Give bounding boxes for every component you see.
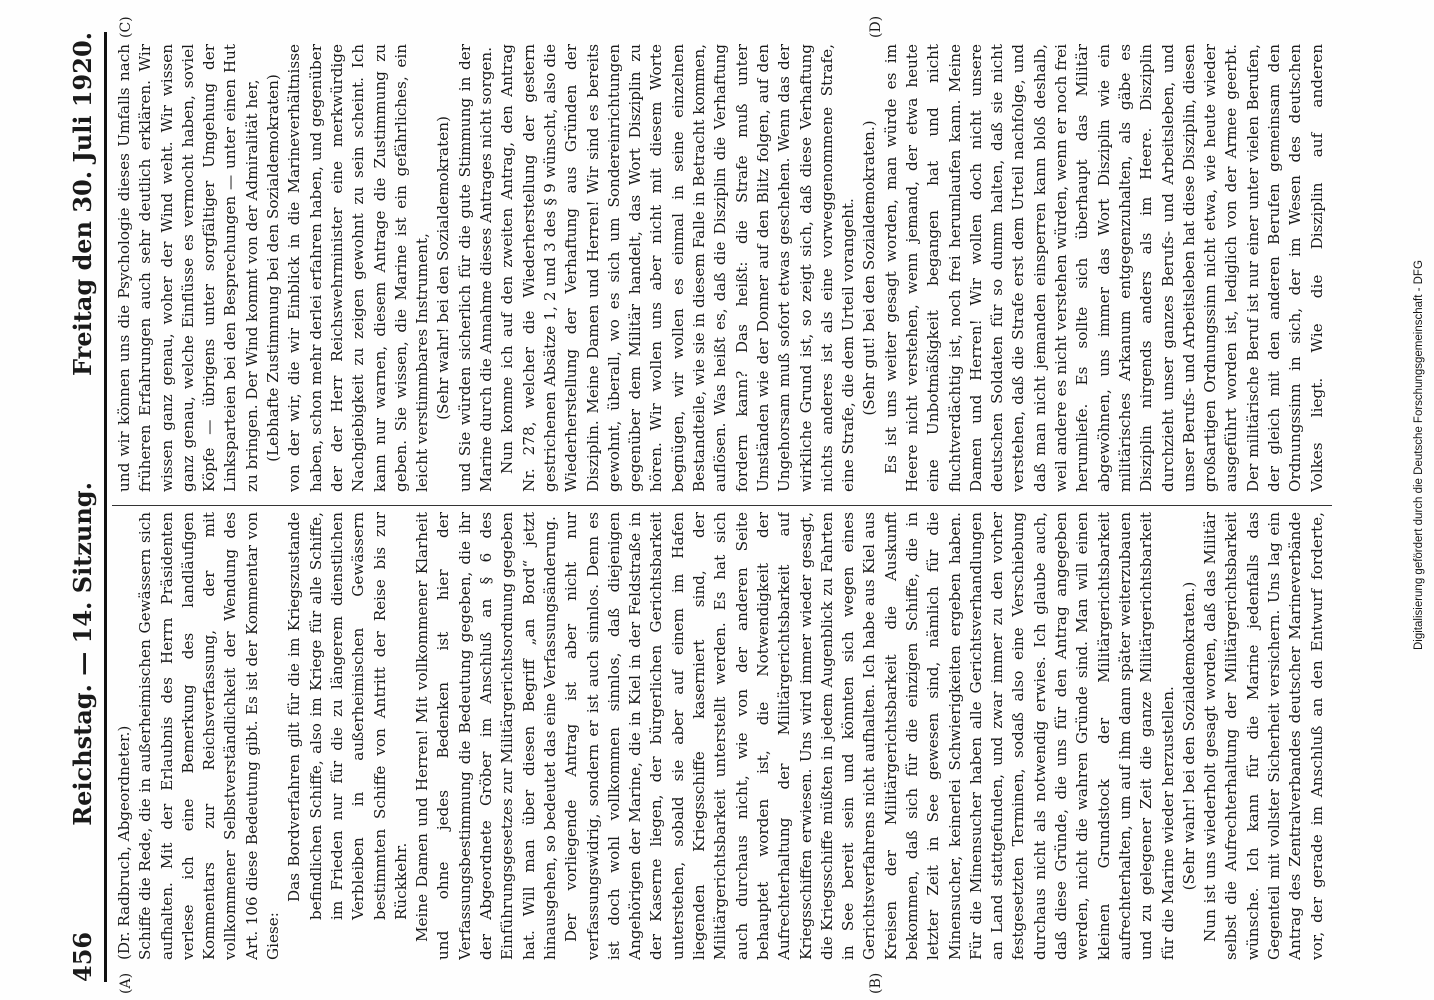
header-date: Freitag den 30. Juli 1920. bbox=[67, 32, 97, 376]
paragraph: Schiffe die Rede, die in außerheimischen Gewässern sich aufhalten. Mit der Erlaubnis des Herrn Präsidenten verlese ich eine Bemerkung des landläufigen Kommentars zur Reichsverfassung, der mit vollkommener Selbstverständlichkeit der Wendung des Art. 106 diese Bedeutung gibt. Es ist der Kommentar von Giese: bbox=[136, 512, 283, 960]
interjection: (Sehr gut! bei den Sozialdemokraten.) bbox=[860, 120, 879, 416]
margin-marker-b: (B) bbox=[868, 972, 884, 994]
page-number: 456 bbox=[67, 931, 97, 982]
interjection: (Sehr wahr! bei den Sozialdemokraten.) bbox=[1179, 581, 1198, 891]
paragraph: und wir können uns die Psychologie dieses Umfalls nach früheren Erfahrungen auch sehr deutlich erklären. Wir wissen ganz genau, woher der Wind weht. Wir wissen ganz genau, welche Einflüsse es vermocht haben, soviel Köpfe — übrigens unter sorgfältiger Umgehung der Linksparteien bei den Besprechungen — unter einen Hut zu bringen. Der Wind kommt von der Admiralität her, bbox=[115, 44, 261, 492]
header-left-title: Reichstag. — 14. Sitzung. bbox=[67, 482, 97, 826]
paragraph: und Sie würden sicherlich für die gute Stimmung in der Marine durch die Annahme dieses Antrages nicht sorgen. bbox=[455, 44, 496, 492]
rotated-newspaper-page bbox=[48, 10, 1388, 1000]
paragraph: Es ist uns weiter gesagt worden, man würde es im Heere nicht verstehen, wenn jemand, der etwa heute eine Unbotmäßigkeit begangen hat und nicht fluchtverdächtig ist, noch frei herumlaufen kann. Meine Damen und Herren! Wir wollen doch nicht unsere deutschen Soldaten für so dumm halten, daß sie nicht verstehen, daß die Strafe erst dem Urteil nachfolge, und daß man nicht jemanden einsperren kann bloß deshalb, weil andere es nicht verstehen würden, wenn er noch frei herumliefe. Es sollte sich überhaupt das Militär abgewöhnen, uns immer das Wort Disziplin wie ein militärisches Arkanum entgegenzuhalten, als gäbe es Disziplin nirgends anders als im Heere. Disziplin durchzieht unser ganzes Berufs- und Arbeitsleben, und unser Berufs- und Arbeitsleben hat diese Disziplin, diesen großartigen Ordnungssinn nicht etwa, wie heute wieder ausgeführt worden ist, lediglich von der Armee geerbt. Der militärische Beruf ist nur einer unter vielen Berufen, der gleich mit den anderen Berufen gemeinsam den Ordnungssinn in sich, der im Wesen des deutschen Volkes liegt. Wie die Disziplin auf anderen bbox=[881, 44, 1326, 492]
paragraph: von der wir, die wir Einblick in die Marineverhältnisse haben, schon mehr derlei erfahren haben, und gegenüber der der Herr Reichswehrminister eine merkwürdige Nachgiebigkeit zu zeigen gewohnt zu sein scheint. Ich kann nur warnen, diesem Antrage die Zustimmung zu geben. Sie wissen, die Marine ist ein gefährliches, ein leicht verstimmbares Instrument, bbox=[285, 44, 432, 492]
digitization-stamp-text: Digitalisierung gefördert durch die Deutsche Forschungsgemeinschaft - DFG bbox=[1413, 260, 1425, 650]
digitization-stamp bbox=[1408, 10, 1430, 650]
paragraph: Der vorliegende Antrag ist aber nicht nur verfassungswidrig, sondern er ist auch sinnlos. Denn es ist doch wohl vollkommen sinnlos, daß diejenigen Angehörigen der Marine, die in Kiel in der Feldstraße in der Kaserne liegen, der bürgerlichen Gerichtsbarkeit unterstehen, sobald sie aber auf einem im Hafen liegenden Kriegsschiffe kaserniert sind, der Militärgerichtsbarkeit unterstellt werden. Es hat sich auch durchaus nicht, wie von der anderen Seite behauptet worden ist, die Notwendigkeit der Aufrechterhaltung der Militärgerichtsbarkeit auf Kriegsschiffen erwiesen. Uns wird immer wieder gesagt, die Kriegsschiffe müßten in jedem Augenblick zu Fahrten in See bereit sein und könnten sich wegen eines Gerichtsverfahrens nicht aufhalten. Ich habe aus Kiel aus Kreisen der Militärgerichtsbarkeit die Auskunft bekommen, daß sich für die einzigen Schiffe, die in letzter Zeit in See gewesen sind, nämlich für die Minensucher, keinerlei Schwierigkeiten ergeben haben. Für die Minensucher haben alle Gerichtsverhandlungen an Land stattgefunden, und zwar immer zu den vorher festgesetzten Terminen, sodaß also eine Verschiebung durchaus nicht als notwendig erwies. Ich glaube auch, daß diese Gründe, die uns für den Antrag angegeben werden, nicht die wahren Gründe sind. Man will einen kleinen Grundstock der Militärgerichtsbarkeit aufrechterhalten, um auf ihm dann später weiterzubauen und zu gelegener Zeit die ganze Militärgerichtsbarkeit für die Marine wieder herzustellen. bbox=[562, 512, 1177, 960]
margin-marker-c: (C) bbox=[118, 16, 134, 38]
margin-marker-a: (A) bbox=[118, 972, 134, 994]
paragraph: Meine Damen und Herren! Mit vollkommener Klarheit und ohne jedes Bedenken ist hier der Verfassungsbestimmung die Bedeutung gegeben, die ihr der Abgeordnete Gröber im Anschluß an § 6 des Einführungsgesetzes zur Militärgerichtsordnung gegeben hat. Will man über diesen Begriff „an Bord“ jetzt hinausgehen, so bedeutet das eine Verfassungsänderung. bbox=[413, 512, 559, 960]
quotation: Das Bordverfahren gilt für die im Kriegszustande befindlichen Schiffe, also im Kriege für alle Schiffe, im Frieden nur für die zu längerem dienstlichen Verbleiben in außerheimischen Gewässern bestimmten Schiffe von Antritt der Reise bis zur Rückkehr. bbox=[285, 512, 410, 920]
interjection: (Lebhafte Zustimmung bei den Sozialdemokraten) bbox=[264, 74, 283, 462]
column-divider bbox=[112, 505, 1332, 506]
margin-marker-d: (D) bbox=[868, 15, 884, 38]
paragraph: Nun ist uns wiederholt gesagt worden, daß das Militär selbst die Aufrechterhaltung der Militärgerichtsbarkeit wünsche. Ich kann für die Marine jedenfalls das Gegenteil mit vollster Sicherheit versichern. Uns lag ein Antrag des Zentralverbandes deutscher Marineverbände vor, der gerade im Anschluß an den Entwurf forderte, bbox=[1201, 512, 1326, 960]
left-column bbox=[114, 512, 1329, 960]
right-column bbox=[114, 44, 1329, 492]
page-header bbox=[60, 32, 107, 982]
paragraph: Nun komme ich auf den zweiten Antrag, den Antrag Nr. 278, welcher die Wiederherstellung der gestern gestrichenen Absätze 1, 2 und 3 des § 9 wünscht, also die Wiederherstellung der Verhaftung aus Gründen der Disziplin. Meine Damen und Herren! Wir sind es bereits gewohnt, überall, wo es sich um Sondereinrichtungen gegenüber dem Militär handelt, das Wort Disziplin zu hören. Wir wollen uns aber nicht mit diesem Worte begnügen, wir wollen es einmal in seine einzelnen Bestandteile, wie sie in diesem Falle in Betracht kommen, auflösen. Was heißt es, daß die Disziplin die Verhaftung fordern kann? Das heißt: die Strafe muß unter Umständen wie der Donner auf den Blitz folgen, auf den Ungehorsam muß sofort etwas geschehen. Wenn das der wirkliche Grund ist, so zeigt sich, daß diese Verhaftung nichts anderes ist als eine vorweggenommene Strafe, eine Strafe, die dem Urteil vorangeht. bbox=[498, 44, 858, 492]
speaker-line: (Dr. Radbruch, Abgeordneter.) bbox=[115, 725, 133, 960]
interjection: (Sehr wahr! bei den Sozialdemokraten) bbox=[434, 116, 453, 420]
